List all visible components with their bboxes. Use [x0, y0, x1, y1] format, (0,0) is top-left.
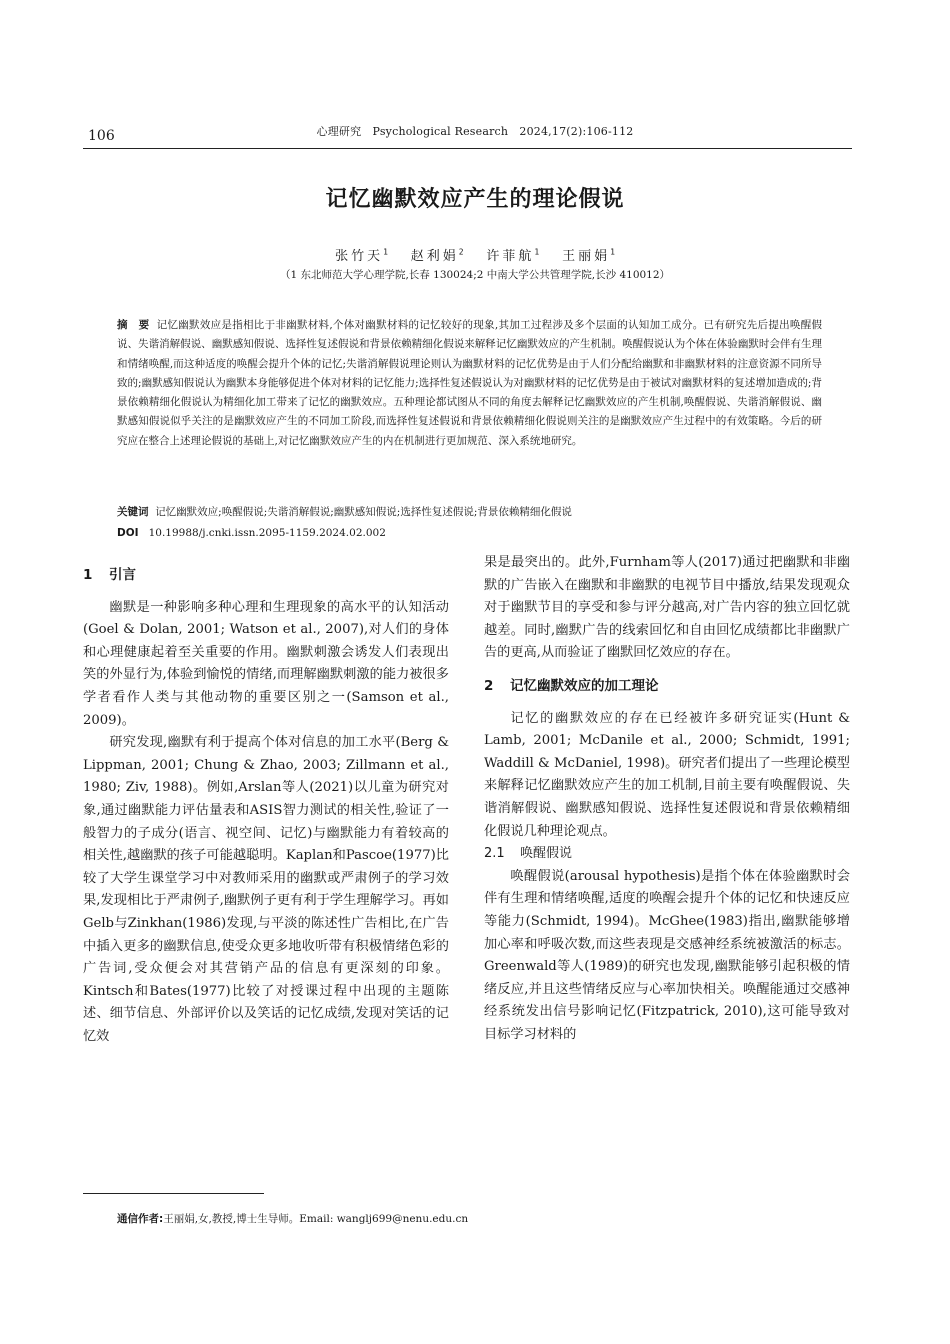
body-paragraph: 果是最突出的。此外,Furnham等人(2017)通过把幽默和非幽默的广告嵌入在幽默和非幽默的电视节目中播放,结果发现观众对于幽默节目的享受和参与评分越高,对广告内容的独立回忆就越差。同时,幽默广告的线索回忆和自由回忆成绩都比非幽默广告的更高,从而验证了幽默回忆效应的存在。 — [484, 555, 850, 661]
subsection-heading — [484, 843, 850, 866]
body-paragraph: 研究发现,幽默有利于提高个体对信息的加工水平(Berg & Lippman, 2001; Chung & Zhao, 2003; Zillmann et al., 1980; Ziv, 1988)。例如,Arslan等人(2021)以儿童为研究对象,通过幽默能力评估量表和ASIS智力测试的相关性,验证了一般智力的子成分(语言、视空间、记忆)与幽默能力有着较高的相关性,越幽默的孩子可能越聪明。Kaplan和Pascoe(1977)比较了大学生课堂学习中对教师采用的幽默或严肃例子的学习效果,发现相比于严肃例子,幽默例子更有利于学生理解学习。再如Gelb与Zinkhan(1986)发现,与平淡的陈述性广告相比,在广告中插入更多的幽默信息,使受众更多地收听带有积极情绪色彩的广告词,受众便会对其营销产品的信息有更深刻的印象。Kintsch和Bates(1977)比较了对授课过程中出现的主题陈述、细节信息、外部评价以及笑话的记忆成绩,发现对笑话的记忆效 — [83, 735, 449, 1044]
footnote-label: 通信作者: — [117, 1213, 164, 1225]
section-number: 1 — [83, 567, 93, 583]
doi-text: 10.19988/j.cnki.issn.2095-1159.2024.02.002 — [148, 527, 386, 539]
body-paragraph: 记忆的幽默效应的存在已经被许多研究证实(Hunt & Lamb, 2001; McDanile et al., 2000; Schmidt, 1991; Waddill & McDaniel, 1998)。研究者们提出了一些理论模型来解释记忆幽默效应产生的加工机制,目前主要有唤醒假说、失谐消解假说、幽默感知假说、选择性复述假说和背景依赖精细化假说几种理论观点。 — [484, 710, 850, 839]
author-name: 赵利娟 — [410, 249, 459, 264]
abstract — [117, 316, 822, 451]
subsection-number: 2.1 — [484, 846, 505, 862]
author-affiliation-mark: 2 — [458, 247, 464, 257]
doi-label: DOI — [117, 527, 139, 539]
affiliations: （1 东北师范大学心理学院,长春 130024;2 中南大学公共管理学院,长沙 410012） — [279, 269, 671, 281]
author — [562, 249, 615, 264]
left-column — [83, 558, 449, 1048]
right-column — [484, 552, 850, 1046]
keywords-text: 记忆幽默效应;唤醒假说;失谐消解假说;幽默感知假说;选择性复述假说;背景依赖精细化假说 — [155, 506, 572, 518]
section-title: 引言 — [109, 567, 136, 583]
subsection-title: 唤醒假说 — [520, 846, 573, 862]
body-paragraph: 唤醒假说(arousal hypothesis)是指个体在体验幽默时会伴有生理和情绪唤醒,适度的唤醒会提升个体的记忆和快速反应等能力(Schmidt, 1994)。McGhee(1983)指出,幽默能够增加心率和呼吸次数,而这些表现是交感神经系统被激活的标志。Greenwald等人(1989)的研究也发现,幽默能够引起积极的情绪反应,并且这些情绪反应与心率加快相关。唤醒能通过交感神经系统发出信号影响记忆(Fitzpatrick, 2010),这可能导致对目标学习材料的 — [484, 868, 850, 1042]
keywords-label: 关键词 — [117, 506, 149, 518]
author — [486, 249, 539, 264]
doi — [117, 527, 822, 539]
section-title: 记忆幽默效应的加工理论 — [510, 677, 659, 694]
author-affiliation-mark: 1 — [610, 247, 615, 257]
author-affiliation-mark: 1 — [534, 247, 540, 257]
page-number: 106 — [88, 128, 115, 144]
footnote-text: 王丽娟,女,教授,博士生导师。Email: wanglj699@nenu.edu.cn — [163, 1213, 469, 1225]
section-heading — [484, 675, 850, 698]
footnote — [117, 1211, 468, 1226]
author-name: 许菲航 — [486, 249, 535, 264]
author-list — [0, 245, 950, 264]
author — [335, 249, 388, 264]
author-name: 张竹天 — [335, 249, 384, 264]
header-rule — [83, 148, 852, 149]
running-header: 心理研究 Psychological Research 2024,17(2):106-112 — [316, 125, 634, 138]
section-heading — [83, 564, 449, 587]
author — [411, 249, 464, 264]
article-title: 记忆幽默效应产生的理论假说 — [325, 187, 625, 212]
section-number: 2 — [484, 677, 494, 694]
keywords — [117, 504, 822, 519]
footnote-rule — [83, 1193, 264, 1194]
author-name: 王丽娟 — [562, 249, 611, 264]
abstract-label: 摘 要 — [117, 319, 150, 331]
author-affiliation-mark: 1 — [383, 247, 388, 257]
body-paragraph: 幽默是一种影响多种心理和生理现象的高水平的认知活动(Goel & Dolan, 2001; Watson et al., 2007),对人们的身体和心理健康起着至关重要的作用。幽默刺激会诱发人们表现出笑的外显行为,体验到愉悦的情绪,而理解幽默刺激的能力被很多学者看作人类与其他动物的重要区别之一(Samson et al., 2009)。 — [83, 599, 449, 728]
abstract-text: 记忆幽默效应是指相比于非幽默材料,个体对幽默材料的记忆较好的现象,其加工过程涉及多个层面的认知加工成分。已有研究先后提出唤醒假说、失谐消解假说、幽默感知假说、选择性复述假说和背景依赖精细化假说来解释记忆幽默效应的产生机制。唤醒假说认为个体在体验幽默时会伴有生理和情绪唤醒,而这种适度的唤醒会提升个体的记忆;失谐消解假说理论则认为幽默材料的记忆优势是由于人们分配给幽默和非幽默材料的注意资源不同所导致的;幽默感知假说认为幽默本身能够促进个体对材料的记忆能力;选择性复述假说认为对幽默材料的记忆优势是由于被试对幽默材料的复述增加造成的;背景依赖精细化假说认为精细化加工带来了记忆的幽默效应。五种理论都试图从不同的角度去解释记忆幽默效应的产生机制,唤醒假说、失谐消解假说、幽默感知假说似乎关注的是幽默效应产生的不同加工阶段,而选择性复述假说和背景依赖精细化假说则关注的是幽默效应产生过程中的有效策略。今后的研究应在整合上述理论假说的基础上,对记忆幽默效应产生的内在机制进行更加规范、深入系统地研究。 — [117, 319, 822, 447]
